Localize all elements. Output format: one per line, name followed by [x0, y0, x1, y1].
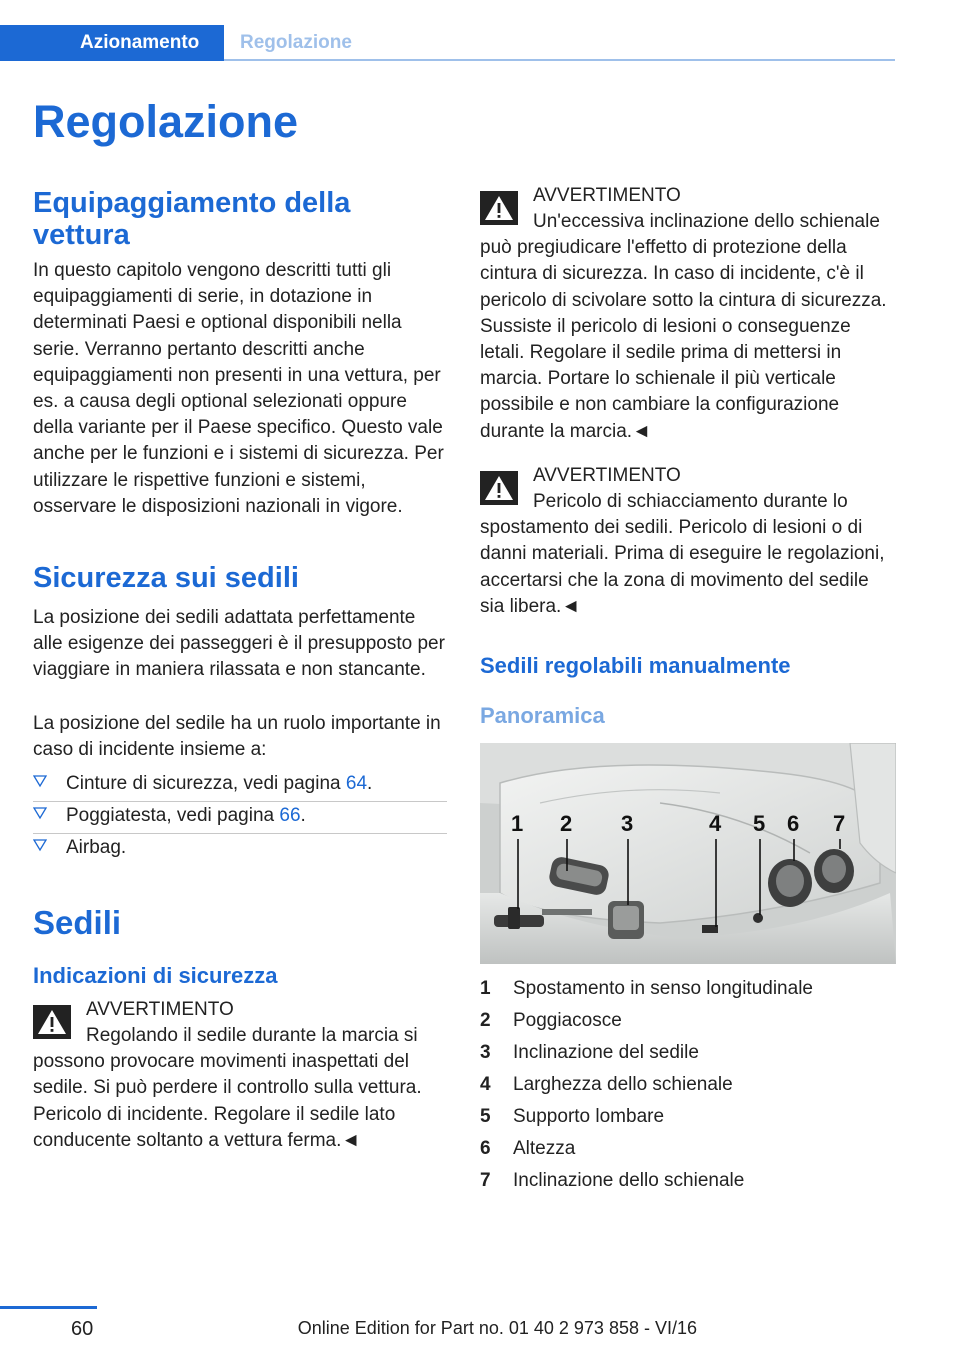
bullet-item	[33, 803, 447, 829]
legend-number: 2	[480, 1010, 491, 1031]
page-number: 60	[71, 1318, 94, 1340]
header-divider	[224, 59, 895, 61]
legend-text: Altezza	[513, 1138, 576, 1159]
warning-text: Regolando il sedile durante la marcia si possono provocare movimenti inaspettati del sedile. Si può perdere il controllo sulla vettura. Pericolo di incidente. Regolare il sedile lato conducente soltanto a vettura ferma.◄	[33, 1025, 422, 1151]
safety-notes-title: Indicazioni di sicurezza	[33, 963, 278, 988]
legend-number: 3	[480, 1042, 491, 1063]
equipment-text: In questo capitolo vengono descritti tutti gli equipaggiamenti di serie, in dotazione in determinati Paesi e optional disponibili nella serie. Verranno pertanto descritti anche equipaggiamenti non presenti in una vettura, per es. a causa degli optional selezionati oppure della variante per il Paese specifico. Questo vale anche per le funzioni e i sistemi di sicurezza. Per utilizzare le rispettive funzioni e sistemi, osservare le disposizioni nazionali in vigore.	[33, 260, 444, 517]
bullet-divider	[33, 833, 447, 834]
warning-heading: AVVERTIMENTO	[533, 465, 681, 486]
page-link-66[interactable]: 66	[279, 805, 301, 826]
legend-text: Spostamento in senso longitudinale	[513, 978, 813, 999]
callout-label-6: 6	[787, 811, 800, 836]
bullet-end: .	[367, 773, 373, 794]
bullet-item	[33, 835, 447, 861]
bullet-item	[33, 771, 447, 797]
tab-azionamento[interactable]: Azionamento	[0, 25, 224, 61]
legend-number: 7	[480, 1170, 491, 1191]
callout-label-5: 5	[753, 811, 766, 836]
footer-divider	[0, 1306, 97, 1309]
warning-heading: AVVERTIMENTO	[533, 185, 681, 206]
bullet-text: Poggiatesta, vedi pagina	[66, 805, 280, 826]
callout-label-4: 4	[709, 811, 722, 836]
bullet-divider	[33, 801, 447, 802]
tab-regolazione[interactable]: Regolazione	[240, 32, 352, 53]
legend-number: 4	[480, 1074, 491, 1095]
seat-safety-title: Sicurezza sui sedili	[33, 562, 299, 594]
legend-text: Inclinazione dello schienale	[513, 1170, 745, 1191]
legend-number: 5	[480, 1106, 491, 1127]
warning-text: Un'eccessiva inclinazione dello schienale può pregiudicare l'effetto di protezione della cintura di sicurezza. In caso di incidente, c'è il pericolo di scivolare sotto la cintura di sicurezza. Sussiste il pericolo di lesioni o conseguenze letali. Regolare il sedile prima di mettersi in marcia. Portare lo schienale il più verticale possibile e non cambiare la configurazione durante la marcia.◄	[480, 211, 887, 442]
page-title: Regolazione	[33, 96, 299, 147]
legend-text: Inclinazione del sedile	[513, 1042, 699, 1063]
bullet-text: Cinture di sicurezza, vedi pagina	[66, 773, 346, 794]
triangle-bullet-icon	[33, 774, 47, 788]
legend-text: Supporto lombare	[513, 1106, 665, 1127]
seat-safety-text-1: La posizione dei sedili adattata perfettamente alle esigenze dei passeggeri è il presupposto per viaggiare in maniera rilassata e non stancante.	[33, 607, 445, 681]
bullet-end: .	[300, 805, 306, 826]
triangle-bullet-icon	[33, 838, 47, 852]
callout-label-1: 1	[511, 811, 524, 836]
legend-text: Larghezza dello schienale	[513, 1074, 733, 1095]
warning-text: Pericolo di schiacciamento durante lo spostamento dei sedili. Pericolo di lesioni o di danni materiali. Prima di eseguire le regolazioni, accertarsi che la zona di movimento del sedile sia libera.◄	[480, 491, 885, 617]
warning-heading: AVVERTIMENTO	[86, 999, 234, 1020]
callout-label-7: 7	[833, 811, 846, 836]
triangle-bullet-icon	[33, 806, 47, 820]
edition-text: Online Edition for Part no. 01 40 2 973 858 - VI/16	[297, 1318, 697, 1338]
bullet-text: Airbag.	[66, 837, 127, 858]
callout-label-3: 3	[621, 811, 634, 836]
chapter-header	[0, 25, 895, 62]
seat-illustration-drawing	[480, 743, 896, 964]
legend-number: 6	[480, 1138, 491, 1159]
seat-safety-text-2: La posizione del sedile ha un ruolo importante in caso di incidente insieme a:	[33, 713, 441, 761]
callout-label-2: 2	[560, 811, 573, 836]
seats-title: Sedili	[33, 904, 122, 941]
manual-seats-title: Sedili regolabili manualmente	[480, 653, 791, 678]
legend-text: Poggiacosce	[513, 1010, 622, 1031]
overview-title: Panoramica	[480, 703, 605, 728]
equipment-title: Equipaggiamento della vettura	[33, 187, 351, 251]
seat-controls-illustration	[480, 743, 896, 964]
legend-number: 1	[480, 978, 491, 999]
page-link-64[interactable]: 64	[345, 773, 368, 794]
